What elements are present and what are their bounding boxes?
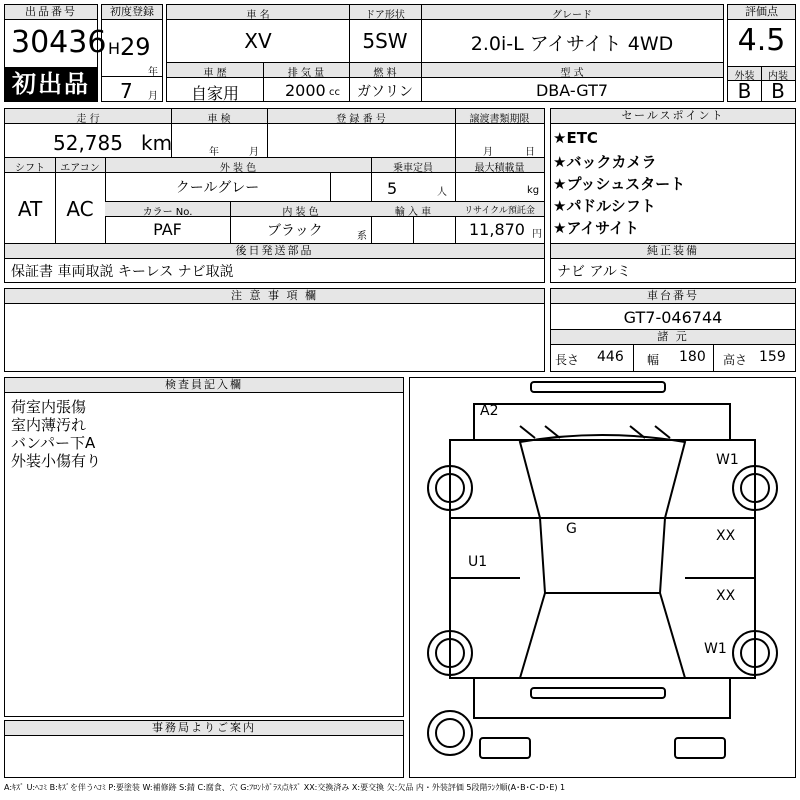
exterior-color: クールグレー	[175, 180, 260, 196]
damage-mark: A2	[480, 403, 499, 419]
later-parts-label: 後日発送部品	[5, 244, 544, 259]
score: 4.5	[737, 23, 786, 58]
damage-mark: W1	[716, 452, 739, 468]
disp-label: 排 気 量	[287, 68, 325, 79]
fuel-label: 燃 料	[373, 68, 397, 79]
ext-label: 外装	[734, 71, 755, 82]
grade-label: グレード	[552, 10, 592, 21]
reg-box	[101, 4, 163, 102]
ext-grade: B	[737, 79, 752, 103]
load-label: 最大積載量	[474, 163, 525, 174]
inspector-line: バンパー下A	[11, 434, 96, 452]
genuine-equipment: ナビ アルミ	[557, 264, 631, 280]
model-label: 型 式	[560, 68, 584, 79]
width-label: 幅	[647, 353, 660, 367]
length: 446	[597, 349, 624, 365]
spec-box	[4, 108, 545, 283]
sales-point-item: ★パドルシフト	[553, 197, 656, 215]
inspect-year-unit: 年	[209, 147, 219, 158]
interior-color: ブラック	[267, 223, 323, 239]
damage-mark: G	[566, 521, 577, 537]
chassis-box	[550, 288, 796, 372]
chassis-number: GT7-046744	[623, 308, 723, 327]
sales-point-item: ★バックカメラ	[553, 153, 657, 171]
shift-label: シフト	[15, 163, 45, 174]
damage-mark: W1	[704, 641, 727, 657]
score-label: 評価点	[728, 5, 795, 20]
intcolor-unit: 系	[357, 231, 367, 242]
door-type: 5SW	[362, 29, 408, 53]
recycle-fee: 11,870	[469, 220, 525, 239]
inspector-label: 検査員記入欄	[5, 378, 403, 393]
mileage-label: 走 行	[76, 114, 100, 125]
seats-unit: 人	[437, 187, 447, 198]
door-label: ドア形状	[365, 10, 405, 21]
model-code: DBA-GT7	[535, 81, 609, 100]
lot-number-label: 出品番号	[5, 5, 97, 20]
transfer-label: 譲渡書類期限	[469, 114, 530, 125]
history-label: 車 歴	[203, 68, 227, 79]
import-label: 輸 入 車	[394, 207, 432, 218]
recycle-unit: 円	[532, 229, 542, 240]
grade: 2.0i-L アイサイト 4WD	[470, 33, 674, 55]
genuine-label: 純正装備	[551, 244, 795, 259]
dims-label: 諸 元	[551, 330, 795, 345]
reg-month: 7	[120, 79, 133, 103]
notes-box	[4, 288, 545, 372]
first-listing-badge: 初出品	[5, 67, 97, 101]
ac-label: エアコン	[60, 163, 100, 174]
lot-number-box	[4, 4, 107, 102]
shift: AT	[17, 197, 43, 221]
reg-year: 29	[120, 33, 151, 61]
notes-label: 注 意 事 項 欄	[5, 289, 544, 304]
sales-point-item: ★プッシュスタート	[553, 175, 686, 193]
seats: 5	[387, 179, 398, 198]
history: 自家用	[190, 84, 239, 103]
vehicle-name: XV	[244, 29, 272, 53]
inspector-line: 荷室内張傷	[11, 398, 87, 416]
inspector-line: 外装小傷有り	[11, 452, 102, 470]
int-grade: B	[771, 79, 785, 103]
length-label: 長さ	[555, 353, 580, 367]
inspector-line: 室内薄汚れ	[11, 416, 87, 434]
load-unit: kg	[527, 185, 540, 196]
seats-label: 乗車定員	[393, 163, 433, 174]
mileage: 52,785	[53, 131, 123, 155]
damage-mark: XX	[716, 588, 736, 604]
reg-era: H	[108, 39, 121, 58]
int-label: 内装	[768, 71, 788, 82]
fuel: ガソリン	[357, 84, 413, 100]
reg-year-unit: 年	[148, 67, 158, 78]
inspect-month-unit: 月	[249, 147, 259, 158]
transfer-day-unit: 日	[525, 147, 535, 158]
color-number: PAF	[153, 220, 182, 239]
car-diagram-svg	[410, 378, 795, 777]
height-label: 高さ	[723, 353, 748, 367]
lot-number: 30436	[11, 25, 107, 60]
plate-label: 登 録 番 号	[336, 114, 386, 125]
disp-unit: cc	[329, 87, 340, 98]
legend: A:ｷｽﾞ U:ﾍｺﾐ B:ｷｽﾞを伴うﾍｺﾐ P:要塗装 W:補修跡 S:錆 C:腐食、穴 G:ﾌﾛﾝﾄｶﾞﾗｽ点ｷｽﾞ XX:交換済み X:要交換 欠:欠品 内・外装評価 5段階ﾗﾝｸ順(A･B･C･D･E) 1	[4, 783, 566, 792]
sales-point-item: ★ETC	[553, 129, 598, 147]
later-parts: 保証書 車両取説 キーレス ナビ取説	[11, 264, 234, 280]
car-diagram	[409, 377, 796, 778]
office-label: 事務局よりご案内	[5, 721, 403, 736]
width: 180	[679, 349, 706, 365]
damage-mark: XX	[716, 528, 736, 544]
inspector-box	[4, 377, 404, 717]
ac: AC	[66, 197, 94, 221]
vehicle-info-box	[166, 4, 724, 102]
sales-points-label: セールスポイント	[551, 109, 795, 124]
color-label: 外 装 色	[219, 163, 257, 174]
inspect-label: 車 検	[207, 114, 231, 125]
height: 159	[759, 349, 786, 365]
damage-mark: U1	[468, 554, 488, 570]
reg-month-unit: 月	[148, 91, 158, 102]
chassis-label: 車台番号	[551, 289, 795, 304]
sales-points-box	[550, 108, 796, 283]
name-label: 車 名	[246, 10, 270, 21]
reg-label: 初度登録	[102, 5, 162, 20]
displacement: 2000	[285, 81, 326, 100]
office-box	[4, 720, 404, 778]
recycle-label: リサイクル預託金	[464, 206, 535, 216]
intcolor-label: 内 装 色	[282, 207, 319, 218]
transfer-month-unit: 月	[483, 147, 493, 158]
score-box	[727, 4, 796, 102]
sales-point-item: ★アイサイト	[553, 219, 640, 237]
mileage-unit: km	[141, 131, 173, 155]
colorno-label: カラー No.	[142, 207, 193, 218]
